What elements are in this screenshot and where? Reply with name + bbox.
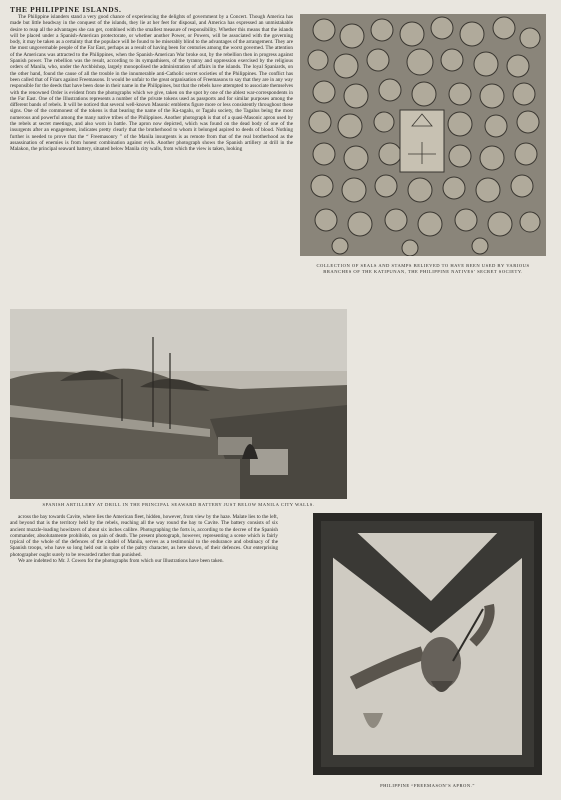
seals-photograph [300,14,546,256]
battery-illustration [10,309,347,499]
article-paragraph: across the bay towards Cavite, where lies the American fleet, hidden, however, from view by the haze. Malate lies to the left, and beyond that is the territory held by the rebels, reaching all the way round the bay to Cavite. The battery consists of six ancient muzzle-loading howitzers of about six inches calibre. Photographing the forts is, according to the decree of the Spanish commander, absolutamente prohibido, on pain of death. The present photograph, however, representing a scene which is fairly typical of the whole of the defences of the citadel of Manila, serves as a testimonial to the endurance and obstinacy of the Spanish troops, who have so long held out in spite of the paltry character, as here shown, of their defences. Our enterprising photographer ought surely to be rewarded rather than punished. [10,514,278,558]
page-title: THE PHILIPPINE ISLANDS. [10,5,122,14]
battery-caption: SPANISH ARTILLERY AT DRILL IN THE PRINCIPAL SEAWARD BATTERY JUST BELOW MANILA CITY WALLS. [42,502,315,507]
article-column-top: The Philippine islanders stand a very good chance of experiencing the delights of government by a Concert. Though America has made but little headway in the conquest of the islands, they lie at her feet for disposal, and America has expressed an unmistakable desire to reap all the advantages she can get, combined with the smallest measure of responsibility. Whether this means that the islands will be placed under a Spanish-American protectorate, or whether another Power, or Powers, will be associated with the governing body, it may be taken as a certainty that the populace will be found to be miserably blind to the advantages of the arrangement. They are the most ungovernable people of the Far East, perhaps as a result of having been for centuries among the worst governed. The attention of the Americans was attracted to the Philippines, when the Spanish-American War broke out, by the rebellion then in progress against Spanish power. The rebellion was the result, according to its sympathisers, of the tyranny and oppression exercised by the religious orders of Manila, who, under the Archbishop, largely monopolised the administration of affairs in the islands. The loyal Spaniards, on the other hand, found the cause of all the trouble in the innumerable anti-Catholic secret societies of the Philippines. The conflict has been called that of Friars against Freemasons. It would be unfair to the great organisation of Freemasons to say that they are in any way responsible for the deeds that have been done in their name in the Philippines, but that the rebels have attempted to associate themselves with the renowned Order is evident from the photographs which we give, taken on the spot by one of the ablest war-correspondents in the Far East. One of the Illustrations represents a number of the private tokens used as passports and for similar purposes among the different bands of rebels. It will be noticed that several well-known Masonic emblems figure more or less consistently throughout these signs. One of the commonest of the tokens is that bearing the name of the Ka-tagalu, or Tagalu society, the Tagalus being the most numerous and powerful among the many native tribes of the Philippines. Another photograph is that of a quasi-Masonic apron used by the rebels at secret meetings, and also worn in battle. The apron now depicted, which was found on the dead body of one of the insurgents after an engagement, indicates pretty clearly that the brotherhood to whom it belonged aspired to deeds of blood. Nothing further is needed to prove that the “ Freemasonry ” of the Manila insurgents is as remote from that of the real brotherhood as the assassination of enemies is from honest combination against evils. Another photograph shows the Spanish artillery at drill in the Malakon, the principal seaward battery, situated below Manila city walls, from which the view is taken, looking [10,14,293,153]
apron-photograph [313,513,542,775]
battery-photograph [10,309,347,499]
article-column-bottom [10,514,278,564]
seals-caption: COLLECTION OF SEALS AND STAMPS BELIEVED TO HAVE BEEN USED BY VARIOUS BRANCHES OF THE KATIPUNAN, THE PHILIPPINE NATIVES’ SECRET SOCIETY. [316,263,530,274]
seals-illustration [300,14,546,256]
apron-illustration [313,513,542,775]
apron-caption: PHILIPPINE “FREEMASON’S APRON.” [380,783,475,788]
article-acknowledgement: We are indebted to Mr. J. Cowen for the photographs from which our Illustrations have been taken. [18,558,224,565]
